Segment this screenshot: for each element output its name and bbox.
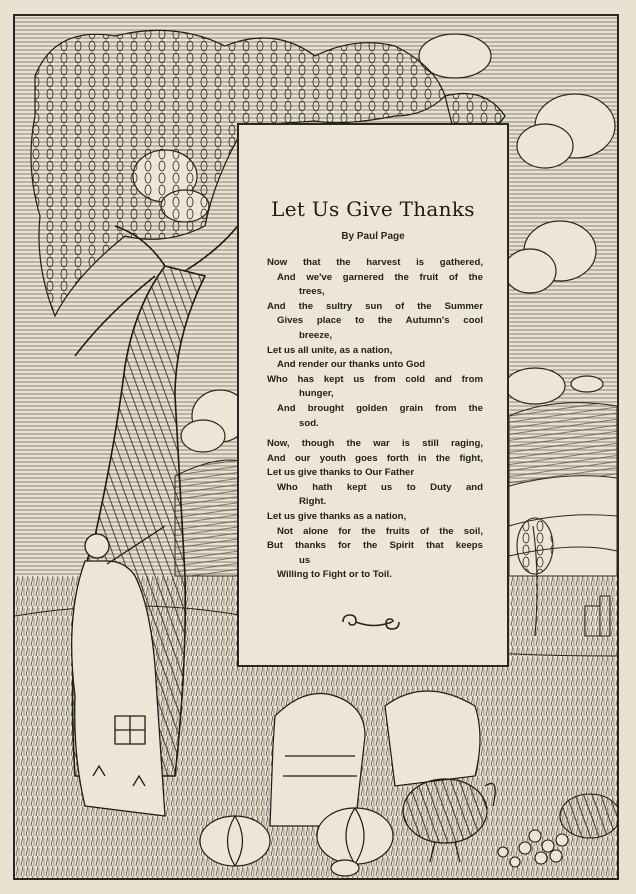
stanza-1 — [267, 256, 483, 431]
poem-line: Willing to Fight or to Toil. — [277, 569, 392, 581]
stanza-2 — [267, 437, 483, 583]
poem-line: trees, — [299, 286, 325, 298]
poem-line: Not alone for the fruits of the soil, — [277, 525, 483, 537]
poem-line: Now, though the war is still raging, — [267, 438, 483, 449]
poem-line: But thanks for the Spirit that keeps — [267, 540, 483, 552]
poem-line: hunger, — [299, 388, 334, 400]
poem-line: us — [299, 554, 311, 566]
poem-line: Let us give thanks as a nation, — [267, 510, 407, 522]
poem-panel — [237, 123, 509, 667]
poem-line: And the sultry sun of the Summer — [267, 300, 483, 312]
poem-line: Now that the harvest is gathered, — [267, 257, 483, 268]
poem-line: Let us give thanks to Our Father — [267, 467, 415, 479]
poem-line: And we've garnered the fruit of the — [277, 271, 483, 283]
poem-line: Who has kept us from cold and from — [267, 373, 483, 385]
poem-line: And brought golden grain from the — [277, 402, 483, 414]
poem-title: Let Us Give Thanks — [271, 197, 475, 221]
poem-line: sod. — [299, 417, 319, 429]
poem-line: Let us all unite, as a nation, — [267, 344, 393, 356]
poem-line: Right. — [299, 496, 327, 508]
poem-line: breeze, — [299, 329, 333, 341]
poem-line: And our youth goes forth in the fight, — [267, 452, 483, 464]
poem-byline: By Paul Page — [341, 231, 405, 242]
poem-line: And render our thanks unto God — [277, 359, 426, 371]
poem-line: Who hath kept us to Duty and — [277, 481, 483, 493]
poem-line: Gives place to the Autumn's cool — [277, 315, 483, 327]
scroll-ornament — [339, 611, 409, 633]
